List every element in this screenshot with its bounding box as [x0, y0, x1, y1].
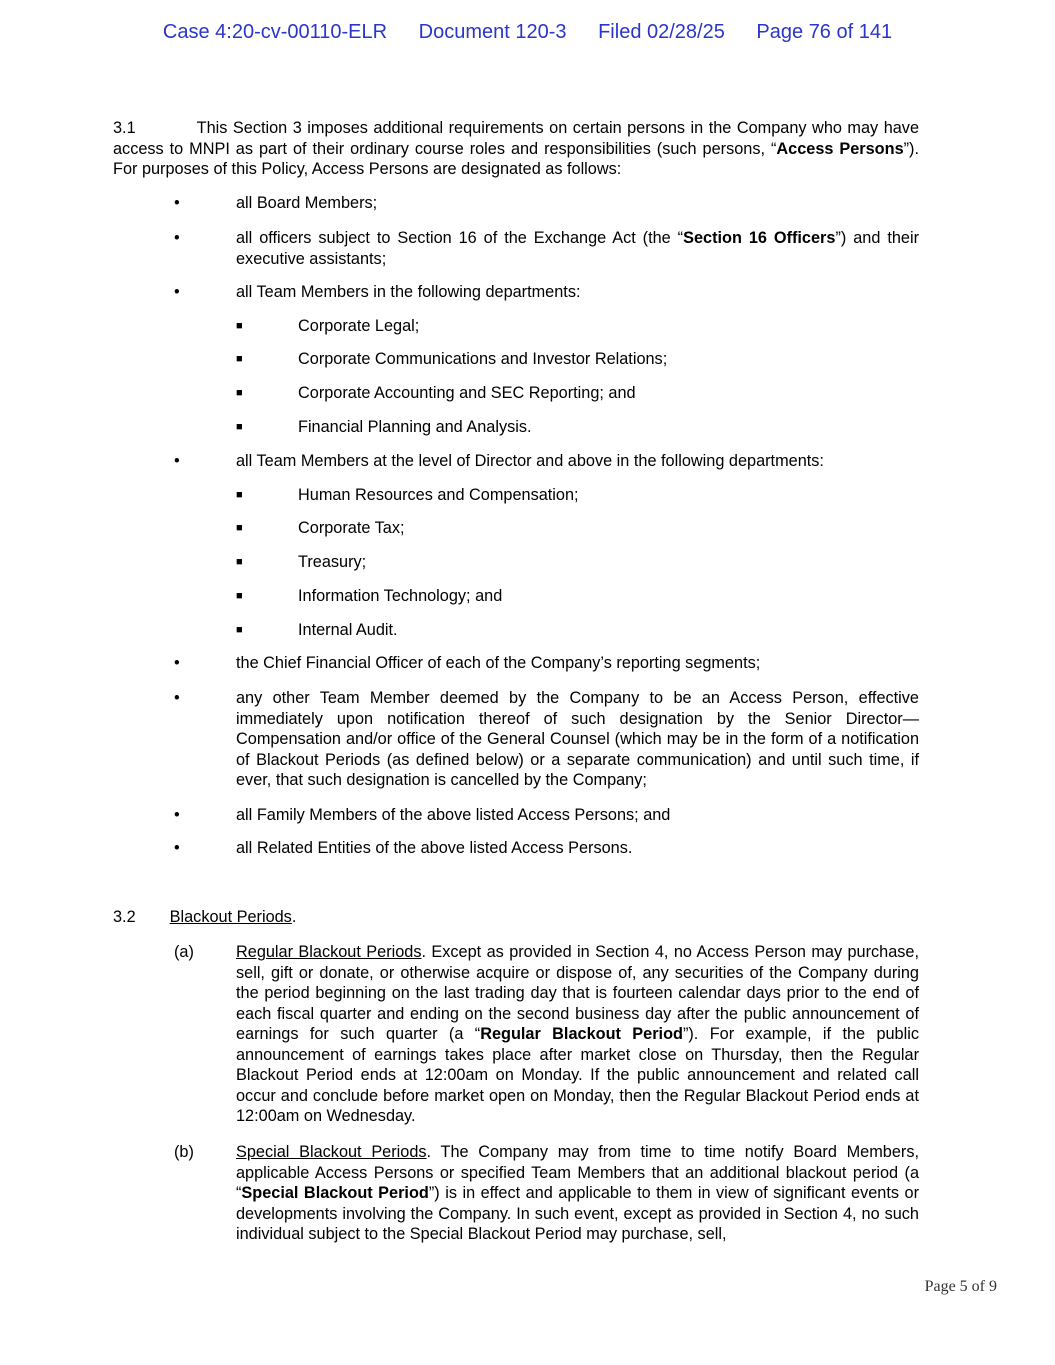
case-number: Case 4:20-cv-00110-ELR [162, 21, 388, 43]
sub-list-item: Corporate Accounting and SEC Reporting; and [298, 384, 636, 402]
square-bullet-icon: ■ [236, 556, 243, 568]
square-bullet-icon: ■ [236, 522, 243, 534]
defined-term: Special Blackout Period [241, 1184, 429, 1202]
section-3-1-paragraph: 3.1 This Section 3 imposes additional requirements on certain persons in the Company who may have access to MNPI as part of their ordinary course roles and responsibilities (such persons, “Access Persons”). For purposes of this Policy, Access Persons are designated as follows: [113, 119, 919, 178]
list-item: all Family Members of the above listed Access Persons; and [236, 806, 671, 824]
sub-list-item: Internal Audit. [298, 621, 398, 639]
sub-list-item: Information Technology; and [298, 587, 503, 605]
sub-list-item: Corporate Tax; [298, 519, 405, 537]
square-bullet-icon: ■ [236, 421, 243, 433]
square-bullet-icon: ■ [236, 353, 243, 365]
bullet-icon: • [174, 283, 180, 301]
bullet-icon: • [174, 689, 180, 707]
list-item: all Team Members in the following departments: [236, 283, 581, 301]
sub-list-item: Financial Planning and Analysis. [298, 418, 532, 436]
sub-list-item: Human Resources and Compensation; [298, 486, 579, 504]
list-item: all Related Entities of the above listed Access Persons. [236, 839, 633, 857]
square-bullet-icon: ■ [236, 590, 243, 602]
defined-term: Access Persons [776, 139, 904, 158]
list-item: the Chief Financial Officer of each of the Company’s reporting segments; [236, 654, 761, 672]
square-bullet-icon: ■ [236, 387, 243, 399]
bullet-icon: • [174, 194, 180, 212]
clause-label: (b) [174, 1143, 194, 1161]
clause-regular-blackout: Regular Blackout Periods. Except as provided in Section 4, no Access Person may purchase, sell, gift or donate, or otherwise acquire or dispose of, any securities of the Company during the period beginning on the last trading day that is fourteen calendar days prior to the end of each fiscal quarter and ending on the second business day after the public announcement of earnings for such quarter (a “Regular Blackout Period”). For example, if the public announcement of earnings takes place after market close on Thursday, then the Regular Blackout Period ends at 12:00am on Monday. If the public announcement and related call occur and conclude before market open on Monday, then the Regular Blackout Period ends at 12:00am on Wednesday. [236, 943, 919, 1125]
filed-date: Filed 02/28/25 [598, 21, 725, 43]
document-number: Document 120-3 [418, 21, 567, 43]
section-number: 3.2 [113, 908, 136, 926]
sub-list-item: Corporate Legal; [298, 317, 420, 335]
bullet-icon: • [174, 229, 180, 247]
list-item: any other Team Member deemed by the Company to be an Access Person, effective immediately upon notification thereof of such designation by the Senior Director—Compensation and/or office of the General Counsel (which may be in the form of a notification of Blackout Periods (as defined below) or a separate communication) and until such time, if ever, that such designation is cancelled by the Company; [236, 689, 919, 789]
bullet-icon: • [174, 452, 180, 470]
square-bullet-icon: ■ [236, 320, 243, 332]
list-item: all Team Members at the level of Director and above in the following departments: [236, 452, 824, 470]
sub-list-item: Treasury; [298, 553, 367, 571]
list-item: all Board Members; [236, 194, 378, 212]
square-bullet-icon: ■ [236, 489, 243, 501]
page-footer: Page 5 of 9 [924, 1278, 997, 1295]
bullet-icon: • [174, 806, 180, 824]
page-of-total: Page 76 of 141 [756, 21, 893, 43]
section-3-2-heading: 3.2 Blackout Periods. [113, 908, 297, 926]
bullet-icon: • [174, 839, 180, 857]
clause-label: (a) [174, 943, 194, 961]
defined-term: Section 16 Officers [683, 229, 836, 247]
case-header [0, 20, 1055, 44]
sub-list-item: Corporate Communications and Investor Relations; [298, 350, 668, 368]
clause-title: Regular Blackout Periods [236, 943, 422, 961]
defined-term: Regular Blackout Period [480, 1025, 683, 1043]
clause-special-blackout: Special Blackout Periods. The Company may from time to time notify Board Members, applicable Access Persons or specified Team Members that an additional blackout period (a “Special Blackout Period”) is in effect and applicable to them in view of significant events or developments involving the Company. In such event, except as provided in Section 4, no such individual subject to the Special Blackout Period may purchase, sell, [236, 1143, 919, 1243]
square-bullet-icon: ■ [236, 624, 243, 636]
list-item: all officers subject to Section 16 of the Exchange Act (the “Section 16 Officers”) and their executive assistants; [236, 229, 919, 268]
section-number: 3.1 [113, 119, 136, 137]
bullet-icon: • [174, 654, 180, 672]
clause-title: Special Blackout Periods [236, 1143, 427, 1161]
section-title: Blackout Periods [169, 908, 292, 926]
